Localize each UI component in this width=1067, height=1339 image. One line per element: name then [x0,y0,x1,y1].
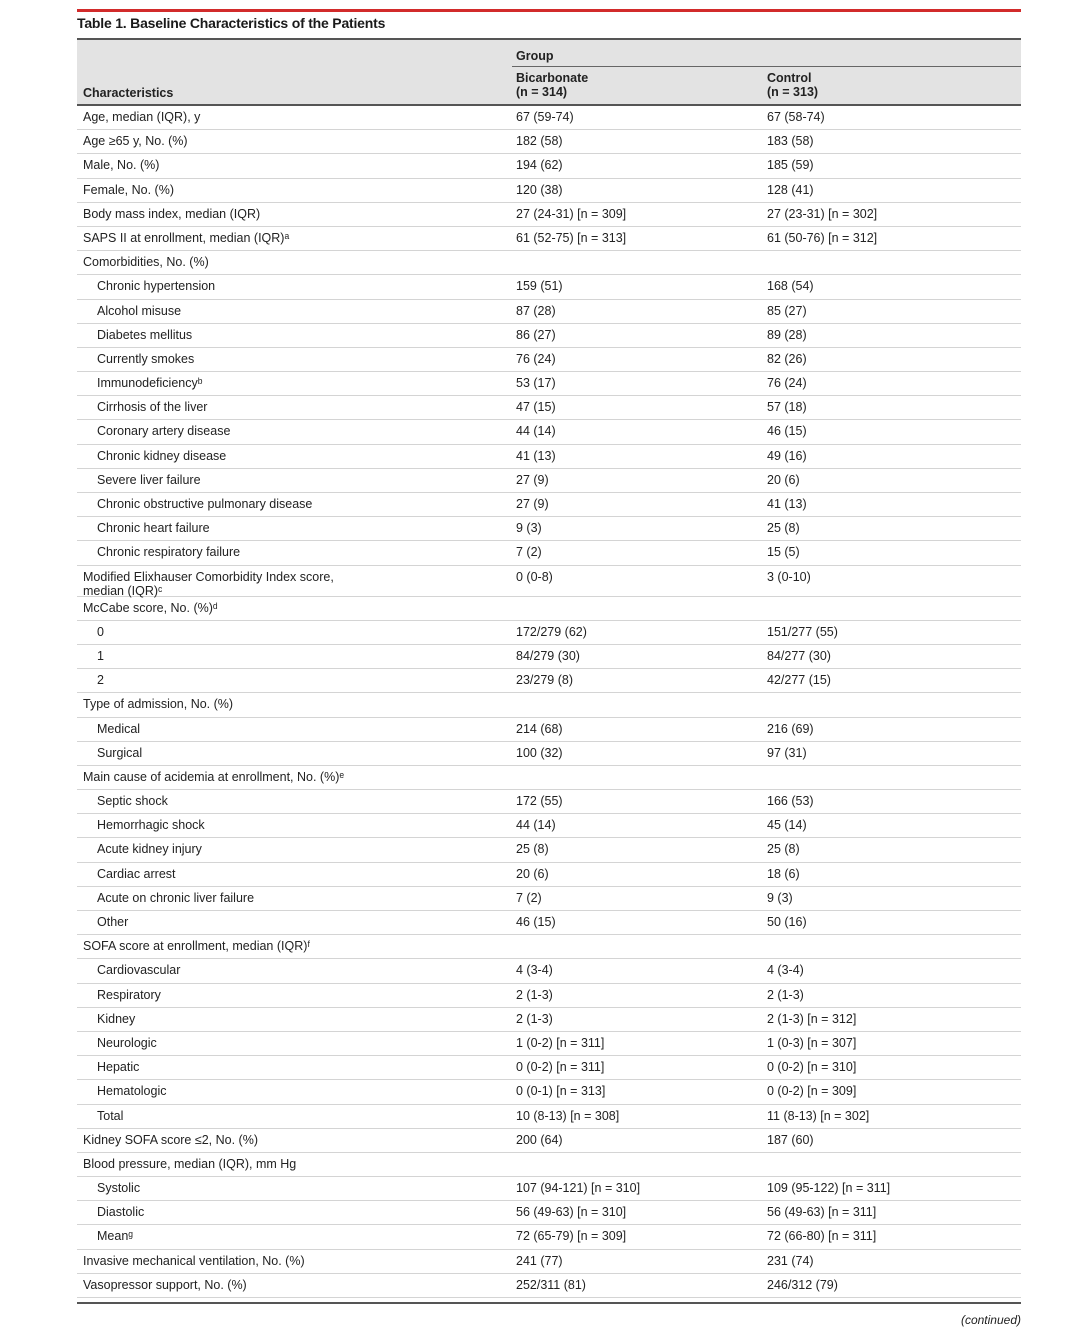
bicarbonate-value: 120 (38) [516,182,563,197]
table-row [77,130,1021,154]
table-row [77,887,1021,911]
bicarbonate-value: 200 (64) [516,1132,563,1147]
table-row [77,227,1021,251]
bicarbonate-value: 100 (32) [516,745,563,760]
row-label: 1 [97,648,104,663]
table-row [77,1274,1021,1298]
table-row [77,984,1021,1008]
row-label: Diastolic [97,1205,145,1220]
control-value: 20 (6) [767,472,800,487]
table-row [77,445,1021,469]
table-row [77,493,1021,517]
control-value: 183 (58) [767,134,814,149]
bicarbonate-value: 61 (52-75) [n = 313] [516,230,627,245]
control-value: 109 (95-122) [n = 311] [767,1181,891,1196]
table-body [77,106,1021,1298]
row-label: Cardiac arrest [97,866,176,881]
table-row [77,1056,1021,1080]
row-label: Severe liver failure [97,472,201,487]
bicarbonate-value: 27 (9) [516,497,549,511]
table-row [77,324,1021,348]
table-row [77,1008,1021,1032]
table-row [77,106,1021,130]
table-row [77,300,1021,324]
table-row [77,517,1021,541]
control-value: 27 (23-31) [n = 302] [767,206,878,221]
row-label: Hepatic [97,1060,140,1075]
bicarbonate-value: 9 (3) [516,521,542,536]
control-value: 166 (53) [767,794,814,809]
control-value: 15 (5) [767,545,800,560]
control-value: 128 (41) [767,182,814,197]
control-value: 72 (66-80) [n = 311] [767,1229,877,1244]
row-label: Acute kidney injury [97,842,202,857]
row-label: SOFA score at enrollment, median (IQR)ᶠ [83,939,311,954]
table-row [77,838,1021,862]
bicarbonate-value: 194 (62) [516,158,563,173]
table-row [77,621,1021,645]
table-row [77,541,1021,565]
row-label: Cardiovascular [97,963,181,978]
table-row [77,203,1021,227]
control-value: 0 (0-2) [n = 309] [767,1084,857,1099]
row-label: Cirrhosis of the liver [97,400,208,415]
table-row [77,179,1021,203]
row-label: Chronic kidney disease [97,448,227,463]
characteristics-header: Characteristics [83,86,174,100]
table-row [77,154,1021,178]
table-row [77,1177,1021,1201]
table-row [77,469,1021,493]
bicarbonate-value: 0 (0-8) [516,569,553,584]
bicarbonate-value: 47 (15) [516,400,556,415]
row-label: Kidney [97,1011,136,1026]
bicarbonate-value: 10 (8-13) [n = 308] [516,1108,620,1123]
table-row [77,1032,1021,1056]
bicarbonate-value: 27 (24-31) [n = 309] [516,206,627,221]
control-value: 0 (0-2) [n = 310] [767,1060,857,1075]
bicarbonate-value: 41 (13) [516,448,556,463]
row-label: Age ≥65 y, No. (%) [83,134,188,149]
bicarbonate-value: 214 (68) [516,721,563,736]
row-label: Female, No. (%) [83,182,174,197]
control-value: 185 (59) [767,158,814,173]
control-value: 2 (1-3) [767,987,804,1002]
control-value: 56 (49-63) [n = 311] [767,1205,877,1220]
control-value: 85 (27) [767,303,807,318]
row-label: Chronic obstructive pulmonary disease [97,497,313,511]
control-value: 4 (3-4) [767,963,804,978]
control-value: 3 (0-10) [767,569,811,584]
control-header: Control (n = 313) [767,71,819,99]
control-value: 84/277 (30) [767,648,831,663]
bicarbonate-value: 72 (65-79) [n = 309] [516,1229,627,1244]
table-row [77,275,1021,299]
row-label: McCabe score, No. (%)ᵈ [83,600,218,615]
row-label: Coronary artery disease [97,424,231,439]
table-header [77,40,1021,104]
table-row [77,1153,1021,1177]
row-label: Total [97,1108,124,1123]
row-label: Diabetes mellitus [97,327,193,342]
control-value: 151/277 (55) [767,624,838,639]
control-value: 46 (15) [767,424,807,439]
bicarbonate-value: 20 (6) [516,866,549,881]
group-header: Group [516,49,554,63]
row-label: Age, median (IQR), y [83,110,201,124]
bicarbonate-value: 172 (55) [516,794,563,809]
control-value: 49 (16) [767,448,807,463]
row-label: SAPS II at enrollment, median (IQR)ᵃ [83,230,290,245]
row-label: Modified Elixhauser Comorbidity Index score, median (IQR)ᶜ [83,569,334,598]
continued-note: (continued) [960,1313,1021,1327]
bicarbonate-value: 0 (0-1) [n = 313] [516,1084,606,1099]
row-label: Meanᵍ [97,1229,133,1244]
row-label: Vasopressor support, No. (%) [83,1277,247,1292]
table-row [77,959,1021,983]
row-label: Respiratory [97,987,161,1002]
bicarbonate-value: 84/279 (30) [516,648,580,663]
bicarbonate-value: 53 (17) [516,376,556,391]
row-label: Hematologic [97,1084,167,1099]
row-label: Chronic respiratory failure [97,545,241,560]
row-label: Immunodeficiencyᵇ [97,376,203,391]
control-value: 231 (74) [767,1253,814,1268]
row-label: Comorbidities, No. (%) [83,255,209,270]
table-row [77,597,1021,621]
control-value: 2 (1-3) [n = 312] [767,1011,857,1026]
row-label: Kidney SOFA score ≤2, No. (%) [83,1132,258,1147]
footer-divider [77,1302,1021,1304]
row-label: Other [97,915,129,929]
control-value: 168 (54) [767,279,814,294]
bicarbonate-value: 7 (2) [516,890,542,905]
bicarbonate-value: 1 (0-2) [n = 311] [516,1035,605,1050]
control-value: 82 (26) [767,351,807,366]
table-row [77,935,1021,959]
table-row [77,348,1021,372]
table-row [77,1105,1021,1129]
control-value: 187 (60) [767,1132,814,1147]
control-value: 57 (18) [767,400,807,415]
row-label: Body mass index, median (IQR) [83,206,261,221]
bicarbonate-value: 76 (24) [516,351,556,366]
group-divider [512,66,1021,67]
row-label: 0 [97,624,104,639]
control-value: 246/312 (79) [767,1277,838,1292]
row-label: Type of admission, No. (%) [83,697,234,712]
row-label: 2 [97,673,104,688]
control-value: 216 (69) [767,721,814,736]
bicarbonate-value: 87 (28) [516,303,556,318]
bicarbonate-value: 2 (1-3) [516,1011,553,1026]
row-label: Neurologic [97,1035,157,1050]
table-row [77,911,1021,935]
row-label: Acute on chronic liver failure [97,890,255,905]
bicarbonate-value: 44 (14) [516,818,556,833]
table-row [77,814,1021,838]
bicarbonate-value: 44 (14) [516,424,556,439]
table-row [77,1250,1021,1274]
control-value: 41 (13) [767,497,807,511]
row-label: Medical [97,721,141,736]
bicarbonate-value: 182 (58) [516,134,563,149]
row-label: Hemorrhagic shock [97,818,205,833]
control-value: 1 (0-3) [n = 307] [767,1035,857,1050]
table-row [77,1201,1021,1225]
control-value: 76 (24) [767,376,807,391]
row-label: Currently smokes [97,351,195,366]
table-row [77,790,1021,814]
top-accent-rule [77,9,1021,12]
bicarbonate-value: 107 (94-121) [n = 310] [516,1181,641,1196]
bicarbonate-value: 25 (8) [516,842,549,857]
control-value: 25 (8) [767,521,800,536]
row-label: Chronic heart failure [97,521,210,536]
control-value: 18 (6) [767,866,800,881]
table-row [77,396,1021,420]
bicarbonate-value: 86 (27) [516,327,556,342]
row-label: Male, No. (%) [83,158,160,173]
table-row [77,420,1021,444]
table-row [77,863,1021,887]
table-row [77,566,1021,597]
table-row [77,645,1021,669]
control-value: 11 (8-13) [n = 302] [767,1108,870,1123]
bicarbonate-value: 241 (77) [516,1253,563,1268]
row-label: Invasive mechanical ventilation, No. (%) [83,1253,305,1268]
table-row [77,693,1021,717]
table-title: Table 1. Baseline Characteristics of the Patients [77,15,386,31]
table-row [77,1129,1021,1153]
table-row [77,669,1021,693]
control-value: 45 (14) [767,818,807,833]
row-label: Main cause of acidemia at enrollment, No. (%)ᵉ [83,769,345,784]
control-value: 25 (8) [767,842,800,857]
bicarbonate-value: 67 (59-74) [516,110,574,124]
row-label: Blood pressure, median (IQR), mm Hg [83,1156,297,1171]
bicarbonate-value: 2 (1-3) [516,987,553,1002]
row-label: Surgical [97,745,143,760]
bicarbonate-value: 27 (9) [516,472,549,487]
control-value: 97 (31) [767,745,807,760]
bicarbonate-value: 0 (0-2) [n = 311] [516,1060,605,1075]
bicarbonate-value: 252/311 (81) [516,1277,586,1292]
control-value: 50 (16) [767,915,807,929]
table-row [77,742,1021,766]
table-row [77,1225,1021,1249]
bicarbonate-value: 23/279 (8) [516,673,573,688]
bicarbonate-value: 46 (15) [516,915,556,929]
table-row [77,251,1021,275]
control-value: 42/277 (15) [767,673,831,688]
control-value: 61 (50-76) [n = 312] [767,230,878,245]
table-row [77,718,1021,742]
control-value: 9 (3) [767,890,793,905]
row-label: Systolic [97,1181,141,1196]
table-row [77,372,1021,396]
bicarbonate-value: 4 (3-4) [516,963,553,978]
row-label: Septic shock [97,794,168,809]
bicarbonate-value: 56 (49-63) [n = 310] [516,1205,627,1220]
row-label: Alcohol misuse [97,303,182,318]
control-value: 67 (58-74) [767,110,825,124]
table-row [77,766,1021,790]
bicarbonate-value: 7 (2) [516,545,542,560]
control-value: 89 (28) [767,327,807,342]
table-row [77,1080,1021,1104]
bicarbonate-value: 159 (51) [516,279,563,294]
row-label: Chronic hypertension [97,279,216,294]
bicarbonate-value: 172/279 (62) [516,624,587,639]
bicarbonate-header: Bicarbonate (n = 314) [516,71,589,99]
